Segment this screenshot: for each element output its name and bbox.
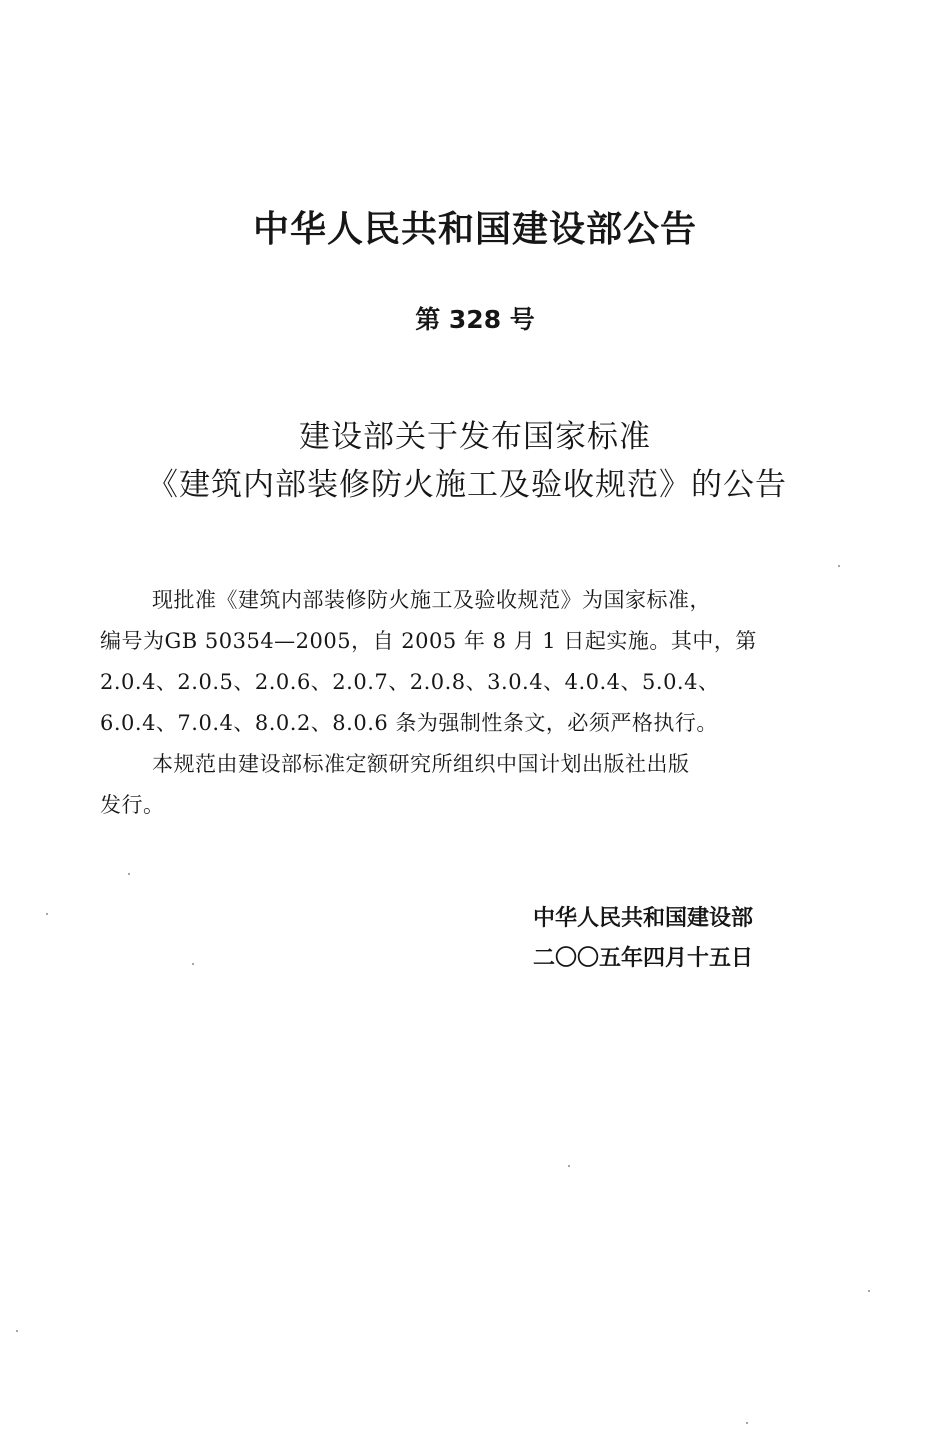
scan-speck — [46, 913, 48, 915]
body-line: 6.0.4、7.0.4、8.0.2、8.0.6 条为强制性条文，必须严格执行。 — [100, 711, 718, 735]
announcement-title: 中华人民共和国建设部公告 — [252, 209, 697, 250]
announcement-body — [100, 580, 860, 826]
body-line: 2.0.4、2.0.5、2.0.6、2.0.7、2.0.8、3.0.4、4.0.4、5.0.4、 — [100, 670, 720, 694]
body-line: 本规范由建设部标准定额研究所组织中国计划出版社出版 — [152, 752, 690, 776]
body-line: 现批准《建筑内部装修防火施工及验收规范》为国家标准， — [152, 588, 711, 612]
announcement-number: 第 328 号 — [415, 305, 535, 334]
scan-speck — [128, 873, 130, 875]
scan-speck — [16, 1330, 18, 1332]
scan-speck — [838, 565, 840, 567]
body-line: 编号为GB 50354—2005，自 2005 年 8 月 1 日起实施。其中，第 — [100, 629, 757, 653]
subtitle-line-1: 建设部关于发布国家标准 — [299, 419, 651, 455]
scan-speck — [192, 963, 194, 965]
body-line: 发行。 — [100, 793, 165, 817]
scan-speck — [568, 1165, 570, 1167]
subtitle-line-2: 《建筑内部装修防火施工及验收规范》的公告 — [147, 467, 787, 503]
scan-speck — [746, 1422, 748, 1424]
signature-date: 二〇〇五年四月十五日 — [533, 946, 754, 971]
scan-speck — [868, 1290, 870, 1292]
signature-organization: 中华人民共和国建设部 — [533, 906, 754, 931]
